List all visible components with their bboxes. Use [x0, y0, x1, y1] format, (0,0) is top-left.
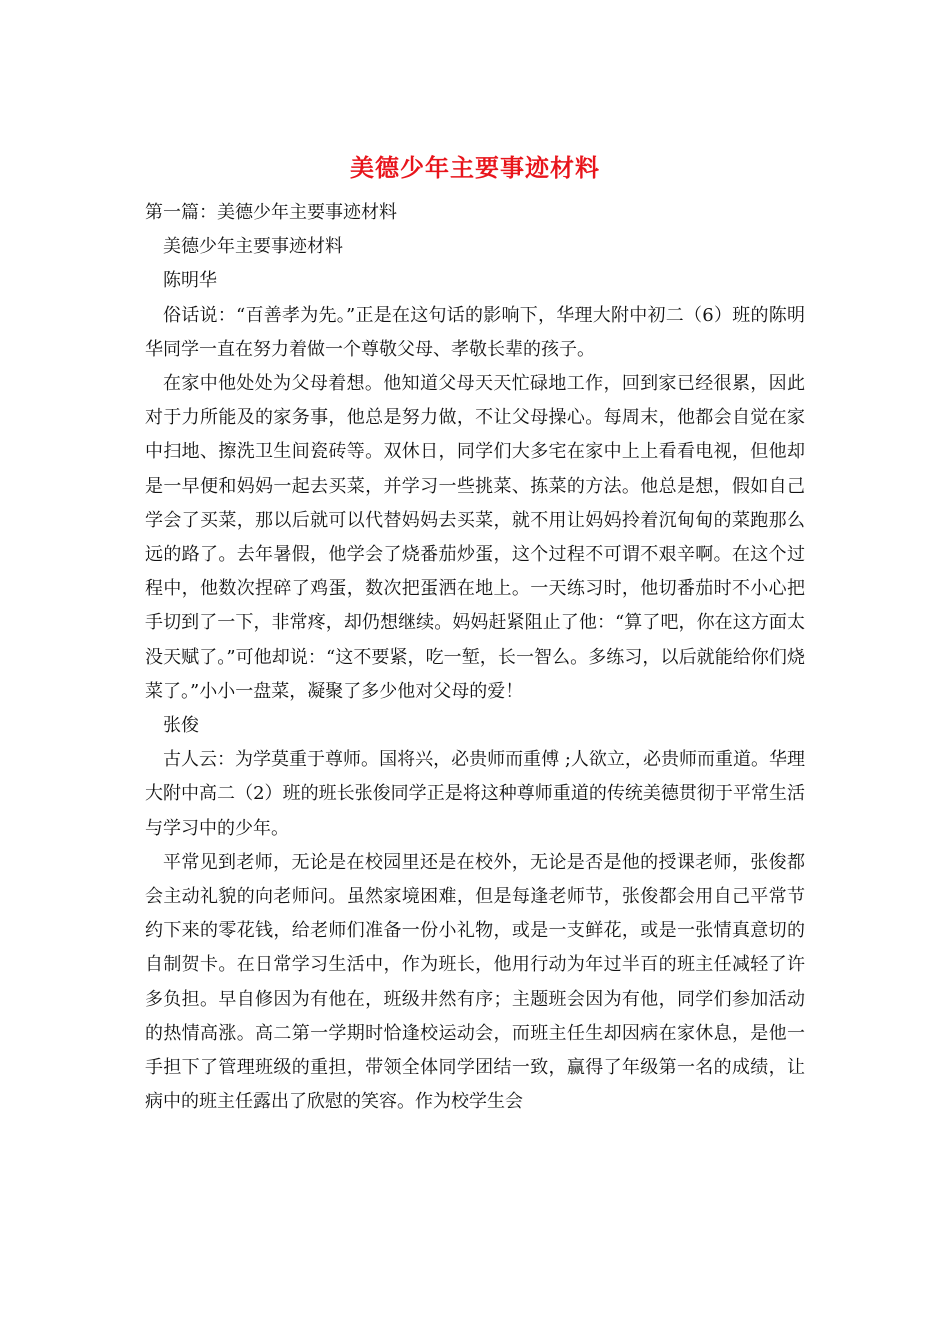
- body-paragraph: 平常见到老师，无论是在校园里还是在校外，无论是否是他的授课老师，张俊都会主动礼貌的向老师问。虽然家境困难，但是每逢老师节，张俊都会用自己平常节约下来的零花钱，给老师们准备一份小礼物，或是一支鲜花，或是一张情真意切的自制贺卡。在日常学习生活中，作为班长，他用行动为年过半百的班主任减轻了许多负担。早自修因为有他在，班级井然有序；主题班会因为有他，同学们参加活动的热情高涨。高二第一学期时恰逢校运动会，而班主任生却因病在家休息，是他一手担下了管理班级的重担，带领全体同学团结一致，赢得了年级第一名的成绩，让病中的班主任露出了欣慰的笑容。作为校学生会: [145, 851, 805, 1113]
- person-name: 陈明华: [163, 270, 217, 292]
- document-title: 美德少年主要事迹材料: [350, 153, 600, 182]
- person-name: 张俊: [163, 715, 199, 737]
- body-paragraph: 古人云：为学莫重于尊师。国将兴，必贵师而重傅 ;人欲立，必贵师而重道。华理大附中高二（2）班的班长张俊同学正是将这种尊师重道的传统美德贯彻于平常生活与学习中的少年。: [145, 749, 805, 839]
- body-paragraph: 在家中他处处为父母着想。他知道父母天天忙碌地工作，回到家已经很累，因此对于力所能及的家务事，他总是努力做，不让父母操心。每周末，他都会自觉在家中扫地、擦洗卫生间瓷砖等。双休日，同学们大多宅在家中上上看看电视，但他却是一早便和妈妈一起去买菜，并学习一些挑菜、拣菜的方法。他总是想，假如自己学会了买菜，那以后就可以代替妈妈去买菜，就不用让妈妈拎着沉甸甸的菜跑那么远的路了。去年暑假，他学会了烧番茄炒蛋，这个过程不可谓不艰辛啊。在这个过程中，他数次捏碎了鸡蛋，数次把蛋洒在地上。一天练习时，他切番茄时不小心把手切到了一下，非常疼，却仍想继续。妈妈赶紧阻止了他：“算了吧，你在这方面太没天赋了。”可他却说：“这不要紧，吃一堑，长一智么。多练习，以后就能给你们烧菜了。”小小一盘菜，凝聚了多少他对父母的爱！: [145, 373, 805, 702]
- section-heading: 第一篇：美德少年主要事迹材料: [145, 202, 397, 223]
- subtitle: 美德少年主要事迹材料: [163, 236, 343, 258]
- body-paragraph: 俗话说：“百善孝为先。”正是在这句话的影响下，华理大附中初二（6）班的陈明华同学一直在努力着做一个尊敬父母、孝敬长辈的孩子。: [145, 304, 805, 360]
- document-body: [145, 196, 805, 1119]
